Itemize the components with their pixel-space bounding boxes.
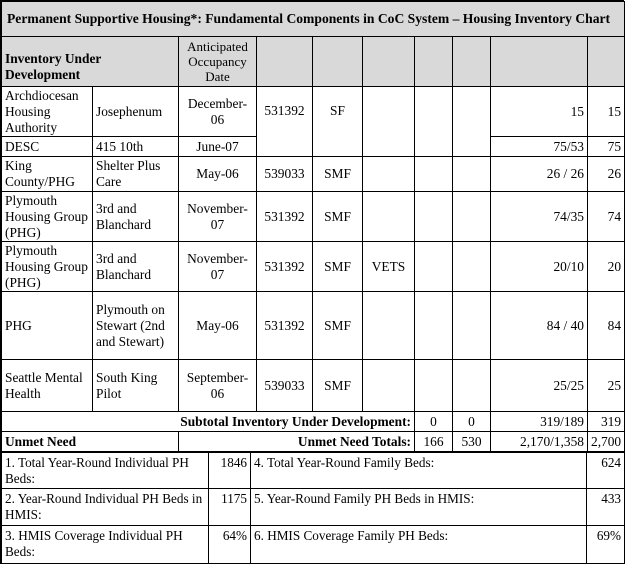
subpop-cell <box>363 292 415 360</box>
summary-row <box>2 489 625 526</box>
provider-cell: PHG <box>2 292 93 360</box>
header-blank-cell <box>415 37 453 87</box>
table-row <box>2 87 625 137</box>
blank-cell <box>415 87 453 157</box>
occupancy-date-cell: May-06 <box>179 292 257 360</box>
geo-code-cell: 531392 <box>257 292 313 360</box>
summary-row <box>2 526 625 564</box>
unmet-need-totals-label: Unmet Need Totals: <box>179 432 415 452</box>
provider-cell: Plymouth Housing Group (PHG) <box>2 242 93 292</box>
subtotal-beds: 319/189 <box>491 412 588 432</box>
header-blank-cell <box>491 37 588 87</box>
occupancy-date-cell: May-06 <box>179 157 257 192</box>
blank-cell <box>453 87 491 157</box>
family-hmis-beds-label: 5. Year-Round Family PH Beds in HMIS: <box>251 489 587 526</box>
total-beds-cell: 75 <box>588 137 625 157</box>
beds-cell: 74/35 <box>491 192 588 242</box>
family-hmis-coverage-label: 6. HMIS Coverage Family PH Beds: <box>251 526 587 564</box>
total-beds-cell: 25 <box>588 360 625 412</box>
total-individual-beds-value: 1846 <box>209 453 251 489</box>
subpop-cell <box>363 192 415 242</box>
header-blank-cell <box>453 37 491 87</box>
total-family-beds-label: 4. Total Year-Round Family Beds: <box>251 453 587 489</box>
header-blank-cell <box>363 37 415 87</box>
inventory-under-development-header: Inventory Under Development <box>2 37 179 87</box>
provider-cell: Archdiocesan Housing Authority <box>2 87 93 137</box>
subpop-cell: VETS <box>363 242 415 292</box>
target-pop-cell: SMF <box>313 157 363 192</box>
total-beds-cell: 84 <box>588 292 625 360</box>
header-blank-cell <box>588 37 625 87</box>
beds-cell: 25/25 <box>491 360 588 412</box>
total-beds-cell: 74 <box>588 192 625 242</box>
table-row <box>2 292 625 360</box>
blank-cell <box>415 192 453 242</box>
individual-hmis-coverage-label: 3. HMIS Coverage Individual PH Beds: <box>2 526 209 564</box>
family-hmis-coverage-value: 69% <box>587 526 625 564</box>
occupancy-date-cell: September-06 <box>179 360 257 412</box>
occupancy-date-header: Anticipated Occupancy Date <box>179 37 257 87</box>
unmet-need-label: Unmet Need <box>2 432 179 452</box>
blank-cell <box>453 360 491 412</box>
target-pop-cell: SMF <box>313 192 363 242</box>
facility-cell: Plymouth on Stewart (2nd and Stewart) <box>93 292 179 360</box>
family-hmis-beds-value: 433 <box>587 489 625 526</box>
unmet-beds: 2,170/1,358 <box>491 432 588 452</box>
provider-cell: Plymouth Housing Group (PHG) <box>2 192 93 242</box>
facility-cell: Josephenum <box>93 87 179 137</box>
beds-cell: 84 / 40 <box>491 292 588 360</box>
geo-code-cell: 539033 <box>257 360 313 412</box>
provider-cell: Seattle Mental Health <box>2 360 93 412</box>
facility-cell: 3rd and Blanchard <box>93 192 179 242</box>
header-blank-cell <box>257 37 313 87</box>
blank-cell <box>453 192 491 242</box>
subpop-cell <box>363 87 415 157</box>
table-row <box>2 360 625 412</box>
subpop-cell <box>363 157 415 192</box>
header-row <box>2 37 625 87</box>
occupancy-date-cell: November-07 <box>179 242 257 292</box>
header-blank-cell <box>313 37 363 87</box>
individual-hmis-beds-label: 2. Year-Round Individual PH Beds in HMIS: <box>2 489 209 526</box>
blank-cell <box>453 292 491 360</box>
individual-hmis-coverage-value: 64% <box>209 526 251 564</box>
total-family-beds-value: 624 <box>587 453 625 489</box>
blank-cell <box>453 242 491 292</box>
target-pop-cell: SMF <box>313 360 363 412</box>
blank-cell <box>415 292 453 360</box>
table-row <box>2 242 625 292</box>
summary-table <box>1 452 625 564</box>
subtotal-b: 0 <box>453 412 491 432</box>
facility-cell: Shelter Plus Care <box>93 157 179 192</box>
beds-cell: 26 / 26 <box>491 157 588 192</box>
blank-cell <box>415 242 453 292</box>
facility-cell: 415 10th <box>93 137 179 157</box>
target-pop-cell: SF <box>313 87 363 157</box>
total-individual-beds-label: 1. Total Year-Round Individual PH Beds: <box>2 453 209 489</box>
total-beds-cell: 20 <box>588 242 625 292</box>
geo-code-cell: 539033 <box>257 157 313 192</box>
facility-cell: South King Pilot <box>93 360 179 412</box>
beds-cell: 20/10 <box>491 242 588 292</box>
provider-cell: King County/PHG <box>2 157 93 192</box>
total-beds-cell: 26 <box>588 157 625 192</box>
unmet-total: 2,700 <box>588 432 625 452</box>
subpop-cell <box>363 360 415 412</box>
beds-cell: 75/53 <box>491 137 588 157</box>
subtotal-label: Subtotal Inventory Under Development: <box>2 412 415 432</box>
unmet-need-row <box>2 432 625 452</box>
subtotal-a: 0 <box>415 412 453 432</box>
total-beds-cell: 15 <box>588 87 625 137</box>
table-row <box>2 192 625 242</box>
geo-code-cell: 531392 <box>257 242 313 292</box>
unmet-b: 530 <box>453 432 491 452</box>
title-row <box>2 2 625 37</box>
target-pop-cell: SMF <box>313 242 363 292</box>
occupancy-date-cell: December-06 <box>179 87 257 137</box>
individual-hmis-beds-value: 1175 <box>209 489 251 526</box>
blank-cell <box>415 360 453 412</box>
geo-code-cell: 531392 <box>257 87 313 157</box>
provider-cell: DESC <box>2 137 93 157</box>
beds-cell: 15 <box>491 87 588 137</box>
chart-title: Permanent Supportive Housing*: Fundamental Components in CoC System – Housing Inventory Chart <box>2 2 625 37</box>
target-pop-cell: SMF <box>313 292 363 360</box>
unmet-a: 166 <box>415 432 453 452</box>
occupancy-date-cell: June-07 <box>179 137 257 157</box>
occupancy-date-cell: November-07 <box>179 192 257 242</box>
summary-row <box>2 453 625 489</box>
facility-cell: 3rd and Blanchard <box>93 242 179 292</box>
inventory-table <box>1 1 625 452</box>
table-row <box>2 157 625 192</box>
blank-cell <box>415 157 453 192</box>
geo-code-cell: 531392 <box>257 192 313 242</box>
subtotal-row <box>2 412 625 432</box>
subtotal-total: 319 <box>588 412 625 432</box>
blank-cell <box>453 157 491 192</box>
